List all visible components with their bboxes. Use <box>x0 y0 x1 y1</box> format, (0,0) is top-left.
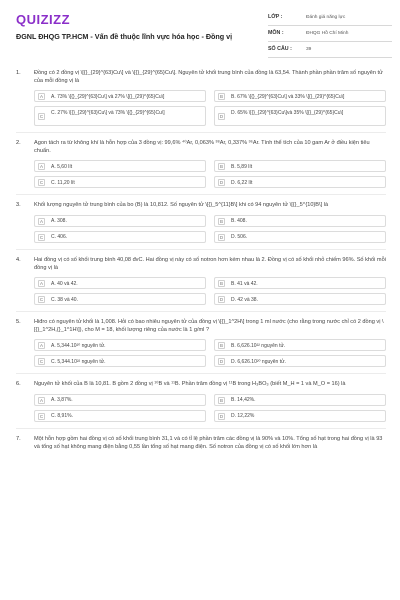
question-text: Đồng có 2 đồng vị \[{}_{29}^{63}Cu\] và \[{}_{29}^{65}Cu\]. Nguyên tử khối trung bình của đồng là 63,54. Thành phần phần trăm số nguyên tử của mỗi đồng vị là <box>34 70 383 84</box>
option-letter-box: D <box>219 114 224 120</box>
option-text: D. 6,22 lít <box>231 179 253 186</box>
option-text: D. 12,22% <box>231 413 255 420</box>
question-text: Một hỗn hợp gồm hai đồng vị có số khối trung bình 31,1 và có tỉ lệ phần trăm các đồng vị là 90% và 10%. Tổng số hạt trong hai đồng vị là 93 và tổng số hạt không mang điện bằng 0,55 lần tổng số hạt mang điện. Số notron của đồng vị có số khối lớn hơn là <box>34 435 383 450</box>
answer-options <box>34 215 386 243</box>
answer-option[interactable] <box>214 215 386 227</box>
answer-option[interactable] <box>34 339 206 351</box>
answer-option[interactable] <box>34 277 206 289</box>
option-text: C. 27% \[{}_{29}^{63}Cu\] và 73% \[{}_{29}^{65}Cu\] <box>51 109 165 116</box>
answer-option[interactable] <box>34 355 206 367</box>
answer-option[interactable] <box>34 231 206 243</box>
option-letter-box: A <box>39 218 43 224</box>
option-letter-box: B <box>219 94 223 100</box>
option-letter-box: D <box>219 359 224 365</box>
info-value: ĐHQG Hồ Chí Minh <box>306 30 349 36</box>
answer-option[interactable] <box>34 215 206 227</box>
question-number: 6. <box>16 381 21 388</box>
option-text: B. 41 và 42. <box>231 280 258 287</box>
question-item <box>16 436 386 451</box>
answer-option[interactable] <box>214 106 386 126</box>
answer-options <box>34 394 386 422</box>
page-header <box>0 0 400 62</box>
answer-option[interactable] <box>34 293 206 305</box>
option-letter-box: A <box>39 281 43 287</box>
quizizz-logo: QUIZIZZ <box>16 12 71 27</box>
document-title: ĐGNL ĐHQG TP.HCM - Vấn đề thuộc lĩnh vực hóa học - Đồng vị <box>16 32 233 41</box>
option-letter-box: B <box>219 281 223 287</box>
answer-options <box>34 90 386 126</box>
answer-options <box>34 160 386 188</box>
option-text: C. 406. <box>51 234 68 241</box>
question-item <box>16 257 386 305</box>
option-letter-box: C <box>39 180 44 186</box>
info-value: Đánh giá năng lực <box>306 14 346 20</box>
option-text: D. 6,626.10²⁰ nguyên tử. <box>231 358 286 365</box>
question-text: Hiđro có nguyên tử khối là 1,008. Hỏi có bao nhiêu nguyên tử của đồng vị \[{}_1^2H\] trong 1 ml nước (cho rằng trong nước chỉ có 2 đồng vị \[{}_1^2H,{}_1^1H\]), cho M = 18, khối lượng riêng của nước là 1 g/ml ? <box>34 319 384 333</box>
answer-option[interactable] <box>214 160 386 172</box>
info-value: 39 <box>306 46 312 52</box>
option-letter-box: D <box>219 413 224 419</box>
answer-option[interactable] <box>34 106 206 126</box>
answer-option[interactable] <box>214 277 386 289</box>
option-letter-box: A <box>39 94 43 100</box>
question-number: 5. <box>16 319 21 326</box>
option-letter-box: C <box>39 359 44 365</box>
answer-option[interactable] <box>34 90 206 102</box>
question-item <box>16 381 386 422</box>
option-letter-box: A <box>39 343 43 349</box>
question-item <box>16 202 386 243</box>
answer-option[interactable] <box>34 160 206 172</box>
answer-option[interactable] <box>214 394 386 406</box>
info-label: LỚP : <box>268 14 283 20</box>
question-number: 4. <box>16 256 21 263</box>
info-label: SỐ CÂU : <box>268 46 292 52</box>
divider <box>16 428 386 429</box>
question-number: 7. <box>16 435 21 442</box>
info-label: MÔN : <box>268 30 284 36</box>
info-row-count <box>268 44 392 58</box>
question-number: 2. <box>16 140 21 147</box>
answer-option[interactable] <box>214 293 386 305</box>
question-number: 3. <box>16 202 21 209</box>
info-row-class <box>268 12 392 26</box>
option-letter-box: C <box>39 297 44 303</box>
answer-option[interactable] <box>34 394 206 406</box>
question-text: Agon tách ra từ không khí là hỗn hợp của 3 đồng vị: 99,6% ⁴⁰Ar, 0,063% ³⁸Ar, 0,337% ³⁶Ar. Tính thể tích của 10 gam Ar ở điều kiện tiêu chuẩn. <box>34 140 370 154</box>
option-text: D. 65% \[{}_{29}^{63}Cu\]và 35% \[{}_{29}^{65}Cu\] <box>231 109 344 116</box>
option-text: D. 42 và 38. <box>231 296 258 303</box>
option-text: A. 5,60 lít <box>51 163 73 170</box>
info-box <box>268 12 392 60</box>
option-letter-box: D <box>219 234 224 240</box>
question-number: 1. <box>16 70 21 76</box>
option-text: A. 40 và 42. <box>51 280 78 287</box>
question-item <box>16 319 386 367</box>
answer-option[interactable] <box>214 410 386 422</box>
option-letter-box: B <box>219 218 223 224</box>
option-letter-box: A <box>39 397 43 403</box>
question-text: Khối lượng nguyên tử trung bình của bo (B) là 10,812. Số nguyên tử \[{}_5^{11}B\] khi có 94 nguyên tử \[{}_5^{10}B\] là <box>34 202 329 209</box>
option-letter-box: B <box>219 343 223 349</box>
answer-options <box>34 277 386 305</box>
answer-option[interactable] <box>34 410 206 422</box>
option-text: C. 38 và 40. <box>51 296 78 303</box>
option-text: B. 408. <box>231 218 247 225</box>
answer-option[interactable] <box>214 90 386 102</box>
divider <box>16 373 386 374</box>
question-text: Nguyên tử khối của B là 10,81. B gồm 2 đồng vị ¹⁰B và ¹¹B. Phần trăm đồng vị ¹¹B trong H₃BO₃ (biết M_H = 1 và M_O = 16) là <box>34 381 346 388</box>
option-letter-box: B <box>219 164 223 170</box>
option-text: C. 11,20 lít <box>51 179 75 186</box>
answer-option[interactable] <box>214 176 386 188</box>
option-letter-box: C <box>39 234 44 240</box>
option-text: C. 5,344.10²² nguyên tử. <box>51 358 106 365</box>
option-text: B. 67% \[{}_{29}^{63}Cu\] và 33% \[{}_{29}^{65}Cu\] <box>231 93 345 100</box>
option-letter-box: B <box>219 397 223 403</box>
answer-option[interactable] <box>214 339 386 351</box>
info-row-subject <box>268 28 392 42</box>
option-text: B. 5,89 lít <box>231 163 253 170</box>
divider <box>16 132 386 133</box>
option-letter-box: D <box>219 180 224 186</box>
option-text: A. 3,87%. <box>51 397 73 404</box>
divider <box>16 249 386 250</box>
option-text: D. 506. <box>231 234 248 241</box>
answer-option[interactable] <box>34 176 206 188</box>
option-text: A. 73% \[{}_{29}^{63}Cu\] và 27% \[{}_{29}^{65}Cu\] <box>51 93 165 100</box>
option-text: A. 5,344.10²⁰ nguyên tử. <box>51 342 106 349</box>
answer-option[interactable] <box>214 355 386 367</box>
option-text: C. 8,91%. <box>51 413 73 420</box>
question-list <box>0 70 400 451</box>
option-text: B. 14,42%. <box>231 397 256 404</box>
question-item <box>16 140 386 188</box>
question-text: Hai đồng vị có số khối trung bình 40,08 đvC. Hai đồng vị này có số notron hơn kém nhau là 2. Đồng vị có số khối nhỏ chiếm 96%. Số khối mỗi đồng vị là <box>34 256 386 271</box>
option-letter-box: D <box>219 297 224 303</box>
option-letter-box: C <box>39 413 44 419</box>
option-letter-box: C <box>39 114 44 120</box>
divider <box>16 311 386 312</box>
answer-option[interactable] <box>214 231 386 243</box>
answer-options <box>34 339 386 367</box>
divider <box>16 194 386 195</box>
option-letter-box: A <box>39 164 43 170</box>
option-text: A. 308. <box>51 218 67 225</box>
question-item <box>16 70 386 126</box>
option-text: B. 6,626.10²² nguyên tử. <box>231 342 286 349</box>
